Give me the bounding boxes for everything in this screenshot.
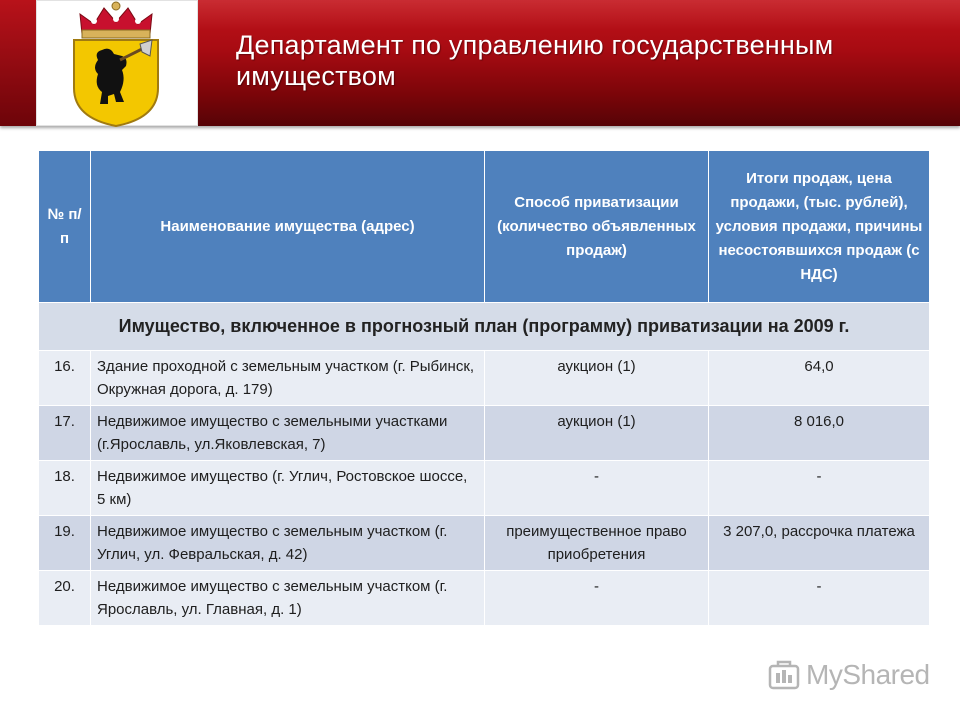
table-row: [39, 351, 930, 406]
section-title: Имущество, включенное в прогнозный план (программу) приватизации на 2009 г.: [39, 303, 930, 351]
cell-name: Недвижимое имущество с земельным участком (г. Ярославль, ул. Главная, д. 1): [91, 571, 485, 626]
column-header-number: № п/п: [39, 151, 91, 303]
column-header-name: Наименование имущества (адрес): [91, 151, 485, 303]
header-left-band: [0, 0, 36, 126]
column-header-result: Итоги продаж, цена продажи, (тыс. рублей), условия продажи, причины несостоявшихся продаж (с НДС): [709, 151, 930, 303]
cell-number: 20.: [39, 571, 91, 626]
page-title: Департамент по управлению государственным имуществом: [236, 30, 834, 91]
cell-number: 19.: [39, 516, 91, 571]
cell-result: 8 016,0: [709, 406, 930, 461]
cell-method: преимущественное право приобретения: [485, 516, 709, 571]
privatization-table: [38, 150, 929, 626]
cell-method: аукцион (1): [485, 351, 709, 406]
table-row: [39, 406, 930, 461]
cell-number: 16.: [39, 351, 91, 406]
cell-result: 3 207,0, рассрочка платежа: [709, 516, 930, 571]
cell-method: -: [485, 461, 709, 516]
cell-result: -: [709, 461, 930, 516]
cell-number: 18.: [39, 461, 91, 516]
yaroslavl-coat-of-arms-icon: [64, 0, 168, 128]
myshared-logo-icon: [766, 658, 802, 692]
cell-result: -: [709, 571, 930, 626]
cell-name: Здание проходной с земельным участком (г. Рыбинск, Окружная дорога, д. 179): [91, 351, 485, 406]
table-row: [39, 461, 930, 516]
watermark-text: MyShared: [806, 659, 930, 690]
cell-name: Недвижимое имущество (г. Углич, Ростовское шоссе, 5 км): [91, 461, 485, 516]
cell-method: -: [485, 571, 709, 626]
column-header-method: Способ приватизации (количество объявленных продаж): [485, 151, 709, 303]
cell-method: аукцион (1): [485, 406, 709, 461]
cell-name: Недвижимое имущество с земельными участками (г.Ярославль, ул.Яковлевская, 7): [91, 406, 485, 461]
table-row: [39, 516, 930, 571]
cell-result: 64,0: [709, 351, 930, 406]
cell-name: Недвижимое имущество с земельным участком (г. Углич, ул. Февральская, д. 42): [91, 516, 485, 571]
table-row: [39, 571, 930, 626]
cell-number: 17.: [39, 406, 91, 461]
myshared-watermark: [766, 656, 930, 696]
